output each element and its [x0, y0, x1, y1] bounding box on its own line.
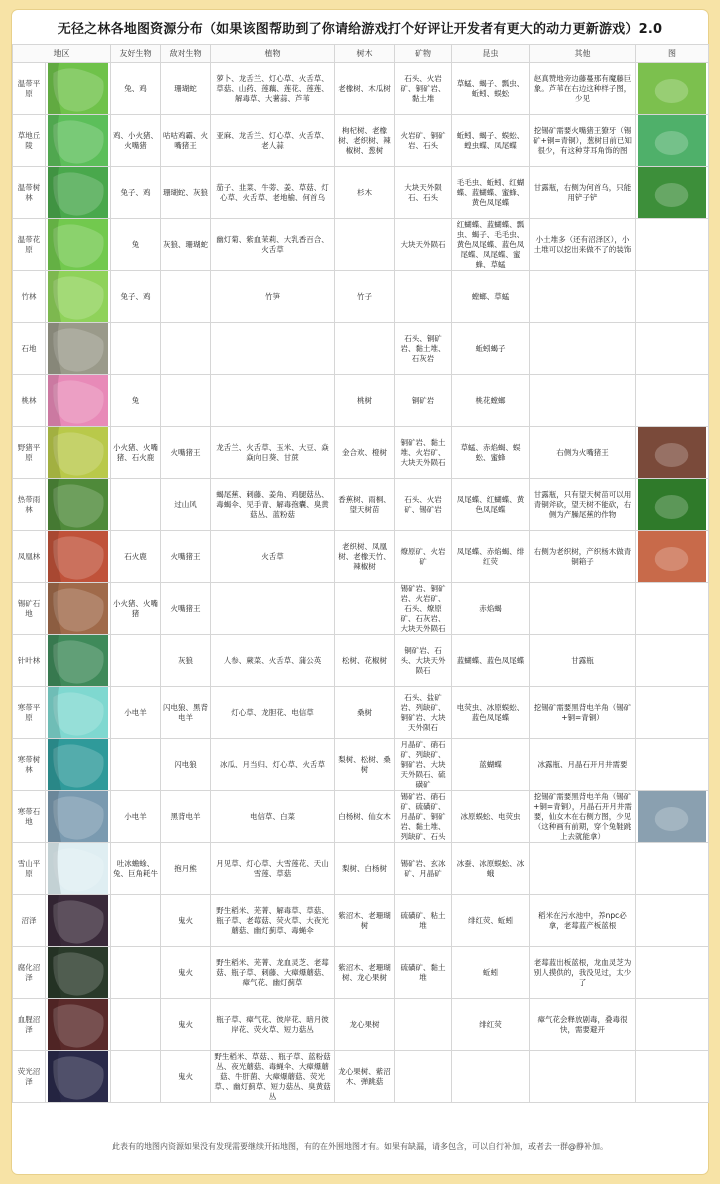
region-map-thumbnail: [46, 271, 111, 323]
region-map-thumbnail: [46, 167, 111, 219]
table-body: [13, 63, 709, 1103]
photo-icon: [638, 167, 706, 218]
table-header-row: [13, 45, 709, 63]
table-row: [13, 583, 709, 635]
insects: 草蜢、赤焰蝎、蜈蚣、蜜蜂: [452, 427, 530, 479]
region-name: 草地丘陵: [13, 115, 46, 167]
minerals: 石头、盐矿岩、列缺矿、铜矿岩、大块天外陨石: [395, 687, 452, 739]
other-notes: [530, 271, 636, 323]
table-row: [13, 843, 709, 895]
col-header-hostile: 敌对生物: [161, 45, 211, 63]
region-map-thumbnail: [46, 479, 111, 531]
insects: 凤尾蝶、红蝴蝶、黄色凤尾蝶: [452, 479, 530, 531]
table-row: [13, 531, 709, 583]
region-map-thumbnail: [46, 115, 111, 167]
other-notes: 甘露瓶: [530, 635, 636, 687]
region-name: 沼泽: [13, 895, 46, 947]
region-name: 针叶林: [13, 635, 46, 687]
region-map-thumbnail: [46, 843, 111, 895]
friendly-creatures: 兔: [111, 219, 161, 271]
trees: 梨树、白杨树: [335, 843, 395, 895]
other-notes: [530, 843, 636, 895]
trees: 香蕉树、雨桐、望天树苗: [335, 479, 395, 531]
region-name: 桃林: [13, 375, 46, 427]
trees: 桑树: [335, 687, 395, 739]
region-name: 石地: [13, 323, 46, 375]
other-notes: 瘴气花会释放剧毒，叠毒很快，需要避开: [530, 999, 636, 1051]
photo-icon: [638, 427, 706, 478]
plants: 茄子、韭菜、牛蒡、姜、草菇、灯心草、火舌草、老地榆、何首乌: [211, 167, 335, 219]
trees: 老织树、凤凰树、老橡天竹、辣椒树: [335, 531, 395, 583]
map-thumbnail-icon: [48, 219, 108, 270]
plants: 萝卜、龙舌兰、灯心草、火舌草、草菇、山药、莲藕、莲花、莲莲、解毒草、大薯蒜、芦苇: [211, 63, 335, 115]
friendly-creatures: 兔: [111, 375, 161, 427]
minerals: 石头、火岩矿、锡矿岩: [395, 479, 452, 531]
other-notes: 挖锡矿需要火嘴猪王獠牙（锡矿+铜=青铜），葱树目前已知很少，有这种芽耳角饰的图: [530, 115, 636, 167]
region-map-thumbnail: [46, 895, 111, 947]
region-map-thumbnail: [46, 63, 111, 115]
table-row: [13, 895, 709, 947]
hostile-creatures: 黑背电羊: [161, 791, 211, 843]
plants: 瓶子草、瘴气花、彼岸花、暗月彼岸花、荧火草、短力菇丛: [211, 999, 335, 1051]
region-name: 野猪平原: [13, 427, 46, 479]
minerals: 大块天外陨石、石头: [395, 167, 452, 219]
trees: [335, 323, 395, 375]
reference-image: [636, 999, 709, 1051]
trees: [335, 219, 395, 271]
hostile-creatures: 鬼火: [161, 895, 211, 947]
table-row: [13, 999, 709, 1051]
plants: 灯心草、龙胆花、电信草: [211, 687, 335, 739]
friendly-creatures: 吐冰蟾蜍、兔、巨角耗牛: [111, 843, 161, 895]
region-name: 温带花原: [13, 219, 46, 271]
trees: 竹子: [335, 271, 395, 323]
friendly-creatures: [111, 999, 161, 1051]
table-row: [13, 479, 709, 531]
reference-image: [636, 843, 709, 895]
region-name: 温带树林: [13, 167, 46, 219]
friendly-creatures: [111, 1051, 161, 1103]
map-thumbnail-icon: [48, 999, 108, 1050]
map-thumbnail-icon: [48, 635, 108, 686]
insects: 蚯蚓: [452, 947, 530, 999]
col-header-plants: 植物: [211, 45, 335, 63]
plants: 月见草、灯心草、大雪莲花、天山雪莲、草菇: [211, 843, 335, 895]
table-row: [13, 375, 709, 427]
minerals: 铜矿岩: [395, 375, 452, 427]
col-header-image: 图: [636, 45, 709, 63]
insects: 蚯蚓蝎子: [452, 323, 530, 375]
plants: 亚麻、龙舌兰、灯心草、火舌草、老人蒜: [211, 115, 335, 167]
map-thumbnail-icon: [48, 375, 108, 426]
region-map-thumbnail: [46, 323, 111, 375]
plants: [211, 583, 335, 635]
trees: 老橡树、木瓜树: [335, 63, 395, 115]
col-header-region: 地区: [13, 45, 111, 63]
other-notes: 小土堆多（还有沼泽区），小土堆可以挖出来做不了的装饰: [530, 219, 636, 271]
plants: 野生稻米、芜菁、龙血灵芝、老莓菇、瓶子草、刺藤、大瘴爆蘑菇、瘴气花、幽灯蓟草: [211, 947, 335, 999]
other-notes: [530, 323, 636, 375]
map-thumbnail-icon: [48, 687, 108, 738]
other-notes: 甘露瓶，只有望天树苗可以用青铜斧砍，望天树不能砍，右侧为产臊尾蕉的作物: [530, 479, 636, 531]
reference-image: [636, 947, 709, 999]
hostile-creatures: 闪电狼、黑背电羊: [161, 687, 211, 739]
map-thumbnail-icon: [48, 583, 108, 634]
other-notes: [530, 583, 636, 635]
map-thumbnail-icon: [48, 739, 108, 790]
plants: [211, 323, 335, 375]
other-notes: 赵真赞地旁边藤蔓那有魔藤巨象。芦苇在右边这种样子图，少见: [530, 63, 636, 115]
insects: 草蜢、蝎子、瓢虫、蚯蚓、蜈蚣: [452, 63, 530, 115]
plants: 电信草、白菜: [211, 791, 335, 843]
region-name: 寒带树林: [13, 739, 46, 791]
map-thumbnail-icon: [48, 947, 108, 998]
other-notes: 甘露瓶，右侧为何首乌，只能用铲子铲: [530, 167, 636, 219]
map-thumbnail-icon: [48, 1051, 108, 1102]
hostile-creatures: 闪电狼: [161, 739, 211, 791]
table-row: [13, 739, 709, 791]
photo-icon: [638, 115, 706, 166]
trees: 桃树: [335, 375, 395, 427]
hostile-creatures: 鬼火: [161, 999, 211, 1051]
hostile-creatures: 鬼火: [161, 947, 211, 999]
other-notes: 右侧为老织树，产织杨木做青铜箱子: [530, 531, 636, 583]
insects: 蚯蚓、蝎子、蜈蚣、蝗虫蝶、凤尾蝶: [452, 115, 530, 167]
plants: 幽灯菊、紫血茉莉、大乳香百合、火舌草: [211, 219, 335, 271]
plants: 人参、蕨菜、火舌草、蒲公英: [211, 635, 335, 687]
region-map-thumbnail: [46, 219, 111, 271]
friendly-creatures: 小电羊: [111, 687, 161, 739]
reference-image: [636, 427, 709, 479]
minerals: 铜矿岩、黏土堆、火岩矿、大块天外陨石: [395, 427, 452, 479]
reference-image: [636, 271, 709, 323]
region-name: 雪山平原: [13, 843, 46, 895]
map-thumbnail-icon: [48, 843, 108, 894]
minerals: 月晶矿、硝石矿、列缺矿、铜矿岩、大块天外陨石、硫磺矿: [395, 739, 452, 791]
hostile-creatures: 珊瑚蛇、灰狼: [161, 167, 211, 219]
other-notes: [530, 375, 636, 427]
table-row: [13, 271, 709, 323]
reference-image: [636, 1051, 709, 1103]
photo-icon: [638, 791, 706, 842]
region-map-thumbnail: [46, 999, 111, 1051]
region-map-thumbnail: [46, 791, 111, 843]
resource-sheet: [12, 10, 708, 1174]
map-thumbnail-icon: [48, 427, 108, 478]
hostile-creatures: 鬼火: [161, 1051, 211, 1103]
reference-image: [636, 115, 709, 167]
minerals: [395, 1051, 452, 1103]
insects: 冰蚕、冰原蜈蚣、冰蛾: [452, 843, 530, 895]
insects: 凤尾蝶、赤焰蝎、绯红荧: [452, 531, 530, 583]
table-row: [13, 323, 709, 375]
insects: 电荧虫、冰原蜈蚣、蓝色凤尾蝶: [452, 687, 530, 739]
insects: 红蝴蝶、蓝蝴蝶、瓢虫、蝎子、毛毛虫、黄色凤尾蝶、蓝色凤尾蝶、凤尾蝶、蜜蜂、草蜢: [452, 219, 530, 271]
hostile-creatures: 灰狼: [161, 635, 211, 687]
map-thumbnail-icon: [48, 531, 108, 582]
insects: 螳螂、草蜢: [452, 271, 530, 323]
reference-image: [636, 791, 709, 843]
region-map-thumbnail: [46, 947, 111, 999]
other-notes: 右侧为火嘴猪王: [530, 427, 636, 479]
insects: 绯红荧: [452, 999, 530, 1051]
trees: 龙心果树、紫沼木、弹跳菇: [335, 1051, 395, 1103]
region-map-thumbnail: [46, 375, 111, 427]
friendly-creatures: 小火猪、火嘴猪、石火鹿: [111, 427, 161, 479]
hostile-creatures: 抱月熊: [161, 843, 211, 895]
minerals: 锡矿岩、硝石矿、硫磺矿、月晶矿、铜矿岩、黏土堆、列缺矿、石头: [395, 791, 452, 843]
hostile-creatures: 火嘴猪王: [161, 583, 211, 635]
map-thumbnail-icon: [48, 167, 108, 218]
friendly-creatures: [111, 635, 161, 687]
photo-icon: [638, 63, 706, 114]
other-notes: 稻米在污水池中，养npc必拿，老莓蓝产板蓝根: [530, 895, 636, 947]
minerals: 铜矿岩、石头、大块天外陨石: [395, 635, 452, 687]
table-row: [13, 219, 709, 271]
map-thumbnail-icon: [48, 895, 108, 946]
plants: [211, 375, 335, 427]
trees: 龙心果树: [335, 999, 395, 1051]
minerals: 火岩矿、铜矿岩、石头: [395, 115, 452, 167]
table-row: [13, 167, 709, 219]
trees: 紫沼木、老珊瑚树、龙心果树: [335, 947, 395, 999]
page-title: 无径之林各地图资源分布（如果该图帮助到了你请给游戏打个好评让开发者有更大的动力更新游戏）2.0: [57, 21, 663, 37]
region-name: 凤凰林: [13, 531, 46, 583]
hostile-creatures: 过山风: [161, 479, 211, 531]
col-header-friendly: 友好生物: [111, 45, 161, 63]
plants: 火舌草: [211, 531, 335, 583]
other-notes: 老莓蓝出板蓝根，龙血灵芝为别人摸供的，我没见过，太少了: [530, 947, 636, 999]
col-header-trees: 树木: [335, 45, 395, 63]
minerals: 硫磺矿、黏土堆: [395, 947, 452, 999]
friendly-creatures: 小电羊: [111, 791, 161, 843]
minerals: 锡矿岩、铜矿岩、火岩矿、石头、燎原矿、石灰岩、大块天外陨石: [395, 583, 452, 635]
col-header-minerals: 矿物: [395, 45, 452, 63]
minerals: 锡矿岩、玄冰矿、月晶矿: [395, 843, 452, 895]
plants: 竹笋: [211, 271, 335, 323]
trees: 枸杞树、老橡树、老织树、辣椒树、葱树: [335, 115, 395, 167]
reference-image: [636, 583, 709, 635]
minerals: [395, 271, 452, 323]
table-row: [13, 115, 709, 167]
reference-image: [636, 635, 709, 687]
minerals: 硫磺矿、粘土堆: [395, 895, 452, 947]
friendly-creatures: [111, 323, 161, 375]
plants: 龙舌兰、火舌草、玉米、大豆、焱焱向日葵、甘蔗: [211, 427, 335, 479]
friendly-creatures: 兔、鸡: [111, 63, 161, 115]
region-map-thumbnail: [46, 739, 111, 791]
reference-image: [636, 167, 709, 219]
plants: 蝎尾蕉、刺藤、姜角、鸡腿菇丛、毒蝎伞、见手青、解毒孢囊、臭黄菇丛、蓝粉菇: [211, 479, 335, 531]
col-header-insects: 昆虫: [452, 45, 530, 63]
map-thumbnail-icon: [48, 63, 108, 114]
region-name: 温带平原: [13, 63, 46, 115]
map-thumbnail-icon: [48, 323, 108, 374]
resource-table: [12, 44, 709, 1103]
insects: 赤焰蝎: [452, 583, 530, 635]
region-name: 腐化沼泽: [13, 947, 46, 999]
other-notes: 冰露瓶、月晶石开月井需要: [530, 739, 636, 791]
photo-icon: [638, 479, 706, 530]
plants: 野生稻米、芜菁、解毒草、草菇、瓶子草、老莓菇、荧火草、大夜光蘑菇、幽灯蓟草、毒蝇伞: [211, 895, 335, 947]
friendly-creatures: 小火猪、火嘴猪: [111, 583, 161, 635]
minerals: 燎原矿、火岩矿: [395, 531, 452, 583]
region-name: 血腥沼泽: [13, 999, 46, 1051]
region-map-thumbnail: [46, 427, 111, 479]
friendly-creatures: 石火鹿: [111, 531, 161, 583]
hostile-creatures: 火嘴猪王: [161, 531, 211, 583]
other-notes: 挖锡矿需要黑背电羊角（锡矿+铜=青铜），月晶石开月井需要，仙女木在右侧方图，少见（这种画有前期，穿个兔鞋跳上去就能拿）: [530, 791, 636, 843]
trees: 松树、花椒树: [335, 635, 395, 687]
table-row: [13, 687, 709, 739]
reference-image: [636, 375, 709, 427]
friendly-creatures: [111, 739, 161, 791]
reference-image: [636, 531, 709, 583]
photo-icon: [638, 531, 706, 582]
region-map-thumbnail: [46, 1051, 111, 1103]
map-thumbnail-icon: [48, 791, 108, 842]
region-name: 热带雨林: [13, 479, 46, 531]
region-map-thumbnail: [46, 687, 111, 739]
region-name: 寒带平原: [13, 687, 46, 739]
region-map-thumbnail: [46, 635, 111, 687]
reference-image: [636, 479, 709, 531]
friendly-creatures: [111, 479, 161, 531]
plants: 冰瓜、月当归、灯心草、火舌草: [211, 739, 335, 791]
hostile-creatures: 咕咕鸡霸、火嘴猪王: [161, 115, 211, 167]
region-map-thumbnail: [46, 531, 111, 583]
hostile-creatures: 灰狼、珊瑚蛇: [161, 219, 211, 271]
reference-image: [636, 895, 709, 947]
table-row: [13, 1051, 709, 1103]
col-header-other: 其他: [530, 45, 636, 63]
insects: 蓝蝴蝶、蓝色凤尾蝶: [452, 635, 530, 687]
insects: 绯红荧、蚯蚓: [452, 895, 530, 947]
friendly-creatures: 鸡、小火猪、火嘴猪: [111, 115, 161, 167]
table-row: [13, 427, 709, 479]
insects: 桃花螳螂: [452, 375, 530, 427]
other-notes: [530, 1051, 636, 1103]
map-thumbnail-icon: [48, 115, 108, 166]
trees: 梨树、松树、桑树: [335, 739, 395, 791]
region-name: 寒带石地: [13, 791, 46, 843]
other-notes: 挖锡矿需要黑背电羊角（锡矿+铜=青铜）: [530, 687, 636, 739]
reference-image: [636, 323, 709, 375]
friendly-creatures: 兔子、鸡: [111, 167, 161, 219]
insects: [452, 1051, 530, 1103]
trees: 杉木: [335, 167, 395, 219]
trees: 紫沼木、老珊瑚树: [335, 895, 395, 947]
region-name: 锡矿石地: [13, 583, 46, 635]
trees: 白杨树、仙女木: [335, 791, 395, 843]
minerals: 石头、铜矿岩、黏土堆、石灰岩: [395, 323, 452, 375]
plants: 野生稻米、草菇、、瓶子草、蓝粉菇丛、夜光蘑菇、毒蝇伞、大瘴爆蘑菇、牛肝菌、大瘴爆蘑菇、荧光草、、幽灯蓟草、短力菇丛、臭黄菇丛: [211, 1051, 335, 1103]
region-name: 荧光沼泽: [13, 1051, 46, 1103]
minerals: 大块天外陨石: [395, 219, 452, 271]
minerals: [395, 999, 452, 1051]
insects: 蓝蝴蝶: [452, 739, 530, 791]
minerals: 石头、火岩矿、铜矿岩、黏土堆: [395, 63, 452, 115]
reference-image: [636, 687, 709, 739]
insects: 冰原蜈蚣、电荧虫: [452, 791, 530, 843]
trees: 金合欢、橙树: [335, 427, 395, 479]
table-row: [13, 947, 709, 999]
reference-image: [636, 63, 709, 115]
trees: [335, 583, 395, 635]
region-name: 竹林: [13, 271, 46, 323]
region-map-thumbnail: [46, 583, 111, 635]
reference-image: [636, 739, 709, 791]
insects: 毛毛虫、蚯蚓、红蝴蝶、蓝蝴蝶、蜜蜂、黄色凤尾蝶: [452, 167, 530, 219]
friendly-creatures: [111, 895, 161, 947]
friendly-creatures: 兔子、鸡: [111, 271, 161, 323]
hostile-creatures: 珊瑚蛇: [161, 63, 211, 115]
map-thumbnail-icon: [48, 271, 108, 322]
table-row: [13, 63, 709, 115]
reference-image: [636, 219, 709, 271]
map-thumbnail-icon: [48, 479, 108, 530]
footer-note: 此表有的地图内资源如果没有发现需要继续开拓地图，有的在外围地图才有。如果有缺漏，请多包含，可以自行补加，或者去一群@静补加。: [112, 1141, 608, 1151]
table-row: [13, 791, 709, 843]
friendly-creatures: [111, 947, 161, 999]
table-row: [13, 635, 709, 687]
hostile-creatures: [161, 323, 211, 375]
hostile-creatures: [161, 375, 211, 427]
hostile-creatures: 火嘴猪王: [161, 427, 211, 479]
hostile-creatures: [161, 271, 211, 323]
